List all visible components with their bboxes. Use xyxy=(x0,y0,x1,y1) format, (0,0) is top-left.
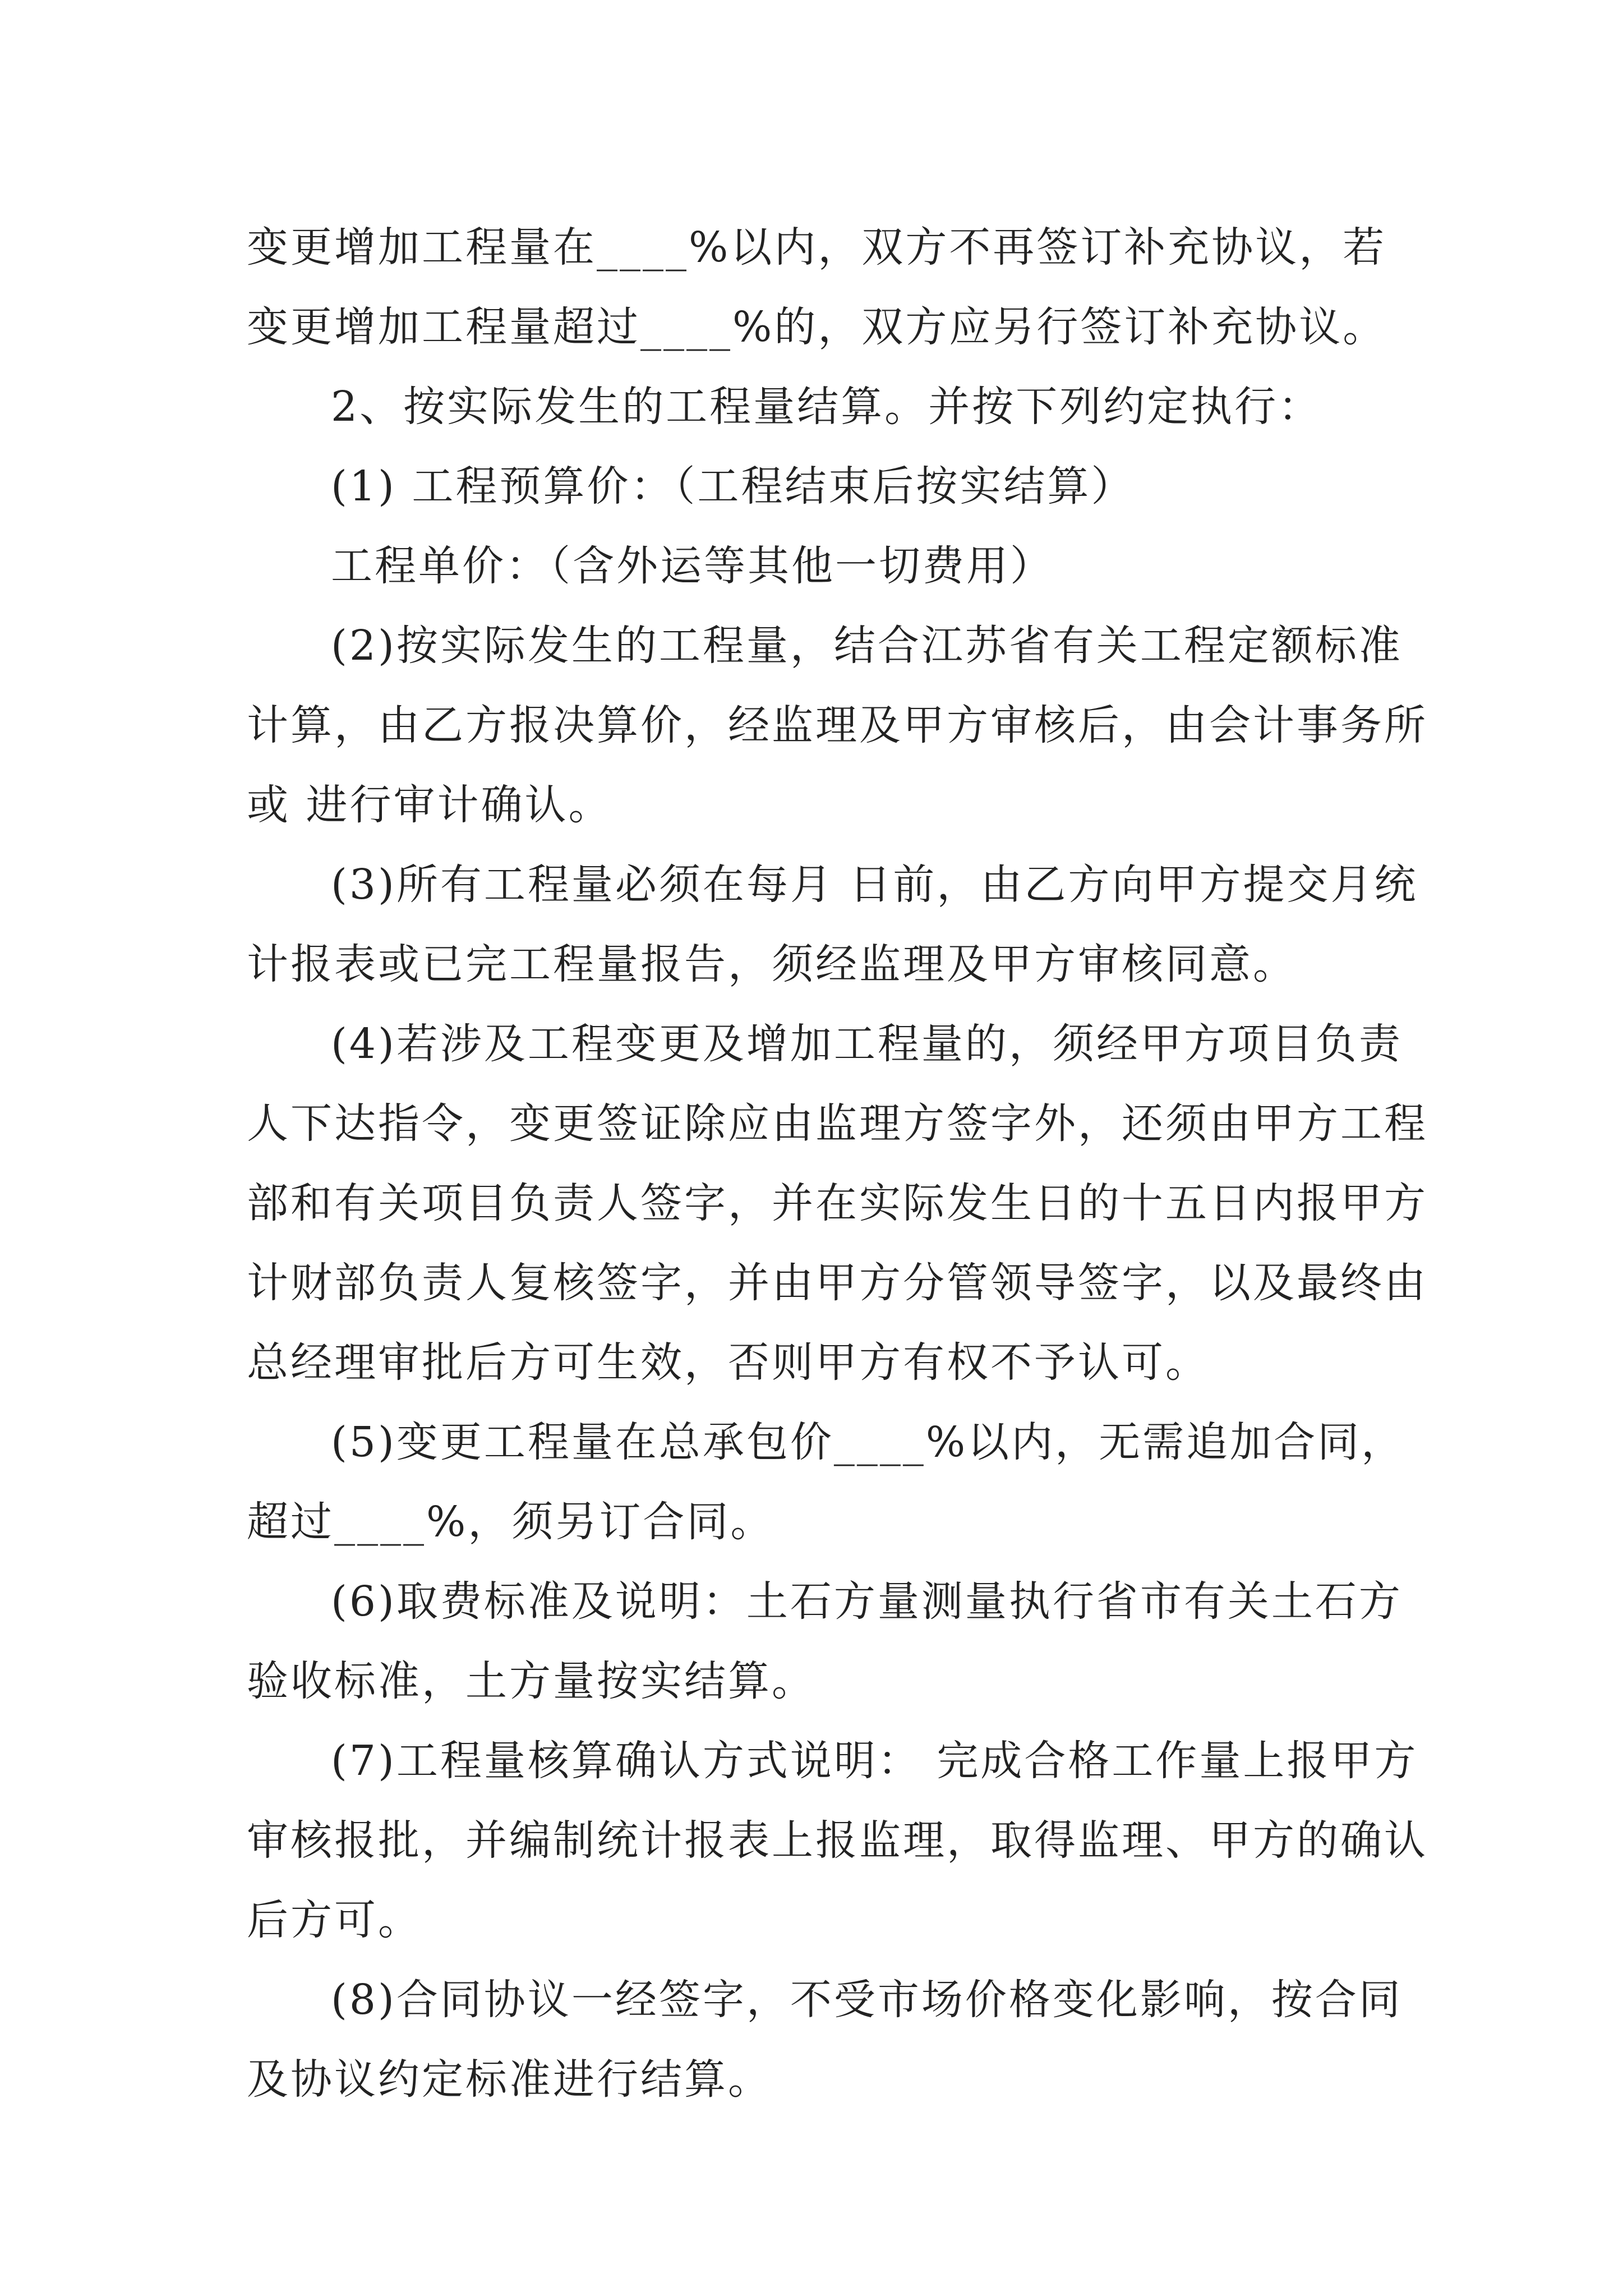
paragraph-budget-price: (1) 工程预算价：（工程结束后按实结算） xyxy=(331,462,1135,510)
paragraph-item-3: (3)所有工程量必须在每月 日前，由乙方向甲方提交月统计报表或已完工程量报告，须经监理及甲方审核同意。 xyxy=(247,861,1418,988)
paragraph-item-4: (4)若涉及工程变更及增加工程量的，须经甲方项目负责人下达指令，变更签证除应由监理方签字外，还须由甲方工程部和有关项目负责人签字，并在实际发生日的十五日内报甲方计财部负责人复核签字，并由甲方分管领导签字，以及最终由总经理审批后方可生效，否则甲方有权不予认可。 xyxy=(247,1020,1428,1387)
paragraph-volume-change-terms: 变更增加工程量在____%以内，双方不再签订补充协议，若变更增加工程量超过____%的，双方应另行签订补充协议。 xyxy=(247,223,1387,351)
paragraph-unit-price: 工程单价：（含外运等其他一切费用） xyxy=(331,542,1054,590)
paragraph-settlement-method: 2、按实际发生的工程量结算。并按下列约定执行： xyxy=(331,383,1322,431)
paragraph-item-6: (6)取费标准及说明：土石方量测量执行省市有关土石方验收标准，土方量按实结算。 xyxy=(247,1577,1403,1705)
document-body xyxy=(247,208,1430,2119)
paragraph-item-2: (2)按实际发生的工程量，结合江苏省有关工程定额标准计算，由乙方报决算价，经监理及甲方审核后，由会计事务所或 进行审计确认。 xyxy=(247,622,1428,829)
paragraph-item-5: (5)变更工程量在总承包价____%以内，无需追加合同，超过____%，须另订合同。 xyxy=(247,1418,1405,1546)
paragraph-item-8: (8)合同协议一经签字，不受市场价格变化影响，按合同及协议约定标准进行结算。 xyxy=(247,1976,1403,2104)
paragraph-item-7: (7)工程量核算确认方式说明： 完成合格工作量上报甲方审核报批，并编制统计报表上报监理，取得监理、甲方的确认后方可。 xyxy=(247,1737,1428,1944)
